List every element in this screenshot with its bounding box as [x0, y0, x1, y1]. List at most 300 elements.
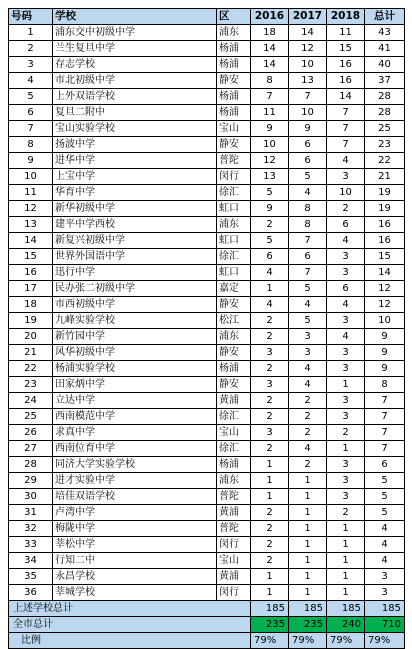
school-name: 世界外国语中学 [53, 249, 217, 265]
row-total: 28 [365, 105, 405, 121]
row-number: 27 [9, 441, 53, 457]
count-2017: 3 [289, 345, 327, 361]
row-total: 4 [365, 537, 405, 553]
count-2016: 9 [251, 121, 289, 137]
count-2017: 6 [289, 153, 327, 169]
count-2016: 1 [251, 489, 289, 505]
count-2017: 4 [289, 361, 327, 377]
ratio-row [9, 633, 405, 649]
row-total: 25 [365, 121, 405, 137]
school-name: 西南模范中学 [53, 409, 217, 425]
table-row [9, 313, 405, 329]
district: 杨浦 [217, 105, 251, 121]
table-row [9, 281, 405, 297]
count-2018: 7 [327, 121, 365, 137]
row-number: 32 [9, 521, 53, 537]
row-number: 35 [9, 569, 53, 585]
table-row [9, 233, 405, 249]
count-2017: 2 [289, 457, 327, 473]
count-2018: 3 [327, 345, 365, 361]
table-row [9, 585, 405, 601]
district: 普陀 [217, 489, 251, 505]
school-name: 风华初级中学 [53, 345, 217, 361]
table-row [9, 297, 405, 313]
count-2017: 6 [289, 249, 327, 265]
count-2017: 5 [289, 169, 327, 185]
count-2018: 1 [327, 585, 365, 601]
district: 闵行 [217, 537, 251, 553]
table-row [9, 121, 405, 137]
table-row [9, 345, 405, 361]
count-2017: 1 [289, 585, 327, 601]
row-total: 22 [365, 153, 405, 169]
count-2018: 6 [327, 217, 365, 233]
count-2016: 2 [251, 521, 289, 537]
school-name: 迅行中学 [53, 265, 217, 281]
count-2017: 4 [289, 297, 327, 313]
school-name: 田家炳中学 [53, 377, 217, 393]
school-name: 永昌学校 [53, 569, 217, 585]
table-row [9, 73, 405, 89]
count-2018: 1 [327, 377, 365, 393]
row-number: 13 [9, 217, 53, 233]
city-total-label: 全市总计 [9, 617, 251, 633]
school-name: 市北初级中学 [53, 73, 217, 89]
row-number: 30 [9, 489, 53, 505]
row-number: 8 [9, 137, 53, 153]
row-total: 7 [365, 409, 405, 425]
table-row [9, 361, 405, 377]
city-total-total: 710 [365, 617, 405, 633]
ratio-2017: 79% [289, 633, 327, 649]
table-row [9, 57, 405, 73]
count-2018: 1 [327, 441, 365, 457]
count-2016: 18 [251, 25, 289, 41]
table-row [9, 137, 405, 153]
count-2017: 8 [289, 217, 327, 233]
count-2018: 4 [327, 153, 365, 169]
district: 浦东 [217, 473, 251, 489]
count-2016: 3 [251, 425, 289, 441]
district: 虹口 [217, 233, 251, 249]
count-2016: 11 [251, 105, 289, 121]
row-total: 10 [365, 313, 405, 329]
count-2017: 5 [289, 281, 327, 297]
count-2018: 1 [327, 553, 365, 569]
subtotal-label: 上述学校总计 [9, 601, 251, 617]
row-number: 20 [9, 329, 53, 345]
row-number: 4 [9, 73, 53, 89]
count-2017: 1 [289, 537, 327, 553]
count-2016: 2 [251, 409, 289, 425]
district: 黄浦 [217, 393, 251, 409]
count-2018: 1 [327, 537, 365, 553]
table-row [9, 201, 405, 217]
row-number: 9 [9, 153, 53, 169]
row-total: 5 [365, 489, 405, 505]
district: 杨浦 [217, 457, 251, 473]
count-2018: 7 [327, 105, 365, 121]
city-total-2017: 235 [289, 617, 327, 633]
district: 徐汇 [217, 409, 251, 425]
count-2018: 11 [327, 25, 365, 41]
count-2016: 4 [251, 297, 289, 313]
count-2017: 1 [289, 569, 327, 585]
count-2017: 2 [289, 393, 327, 409]
row-number: 17 [9, 281, 53, 297]
school-name: 卢湾中学 [53, 505, 217, 521]
count-2016: 2 [251, 313, 289, 329]
row-total: 9 [365, 345, 405, 361]
subtotal-2016: 185 [251, 601, 289, 617]
count-2016: 5 [251, 185, 289, 201]
table-row [9, 153, 405, 169]
row-total: 37 [365, 73, 405, 89]
count-2018: 4 [327, 329, 365, 345]
subtotal-total: 185 [365, 601, 405, 617]
header-number: 号码 [9, 9, 53, 25]
count-2017: 1 [289, 473, 327, 489]
school-name: 立达中学 [53, 393, 217, 409]
district: 杨浦 [217, 361, 251, 377]
subtotal-row [9, 601, 405, 617]
school-name: 浦东交中初级中学 [53, 25, 217, 41]
count-2017: 9 [289, 121, 327, 137]
row-number: 33 [9, 537, 53, 553]
count-2016: 2 [251, 329, 289, 345]
count-2017: 1 [289, 521, 327, 537]
table-row [9, 89, 405, 105]
row-number: 15 [9, 249, 53, 265]
count-2017: 14 [289, 25, 327, 41]
table-row [9, 265, 405, 281]
count-2016: 1 [251, 473, 289, 489]
row-number: 18 [9, 297, 53, 313]
count-2017: 1 [289, 505, 327, 521]
header-2018: 2018 [327, 9, 365, 25]
district: 虹口 [217, 265, 251, 281]
count-2016: 7 [251, 89, 289, 105]
school-name: 上宝中学 [53, 169, 217, 185]
row-total: 6 [365, 457, 405, 473]
table-row [9, 393, 405, 409]
table-row [9, 537, 405, 553]
count-2018: 3 [327, 313, 365, 329]
row-total: 5 [365, 473, 405, 489]
row-number: 2 [9, 41, 53, 57]
school-name: 莘松中学 [53, 537, 217, 553]
school-name: 复旦二附中 [53, 105, 217, 121]
district: 宝山 [217, 425, 251, 441]
count-2017: 8 [289, 201, 327, 217]
school-name: 新竹园中学 [53, 329, 217, 345]
subtotal-2017: 185 [289, 601, 327, 617]
count-2016: 1 [251, 569, 289, 585]
count-2017: 2 [289, 409, 327, 425]
row-total: 4 [365, 521, 405, 537]
row-total: 7 [365, 425, 405, 441]
count-2017: 12 [289, 41, 327, 57]
district: 静安 [217, 377, 251, 393]
school-name: 宝山实验学校 [53, 121, 217, 137]
row-number: 31 [9, 505, 53, 521]
table-row [9, 377, 405, 393]
district: 黄浦 [217, 505, 251, 521]
district: 闵行 [217, 585, 251, 601]
district: 浦东 [217, 329, 251, 345]
count-2017: 6 [289, 137, 327, 153]
row-total: 9 [365, 361, 405, 377]
row-number: 22 [9, 361, 53, 377]
count-2016: 8 [251, 73, 289, 89]
count-2018: 2 [327, 201, 365, 217]
table-row [9, 425, 405, 441]
ratio-2016: 79% [251, 633, 289, 649]
count-2017: 7 [289, 89, 327, 105]
row-total: 23 [365, 137, 405, 153]
row-total: 16 [365, 233, 405, 249]
count-2017: 2 [289, 425, 327, 441]
table-row [9, 105, 405, 121]
count-2018: 3 [327, 393, 365, 409]
row-number: 24 [9, 393, 53, 409]
header-district: 区 [217, 9, 251, 25]
district: 静安 [217, 73, 251, 89]
count-2018: 16 [327, 57, 365, 73]
table-row [9, 553, 405, 569]
row-total: 19 [365, 185, 405, 201]
school-name: 西南位育中学 [53, 441, 217, 457]
city-total-2018: 240 [327, 617, 365, 633]
count-2018: 3 [327, 409, 365, 425]
row-total: 7 [365, 441, 405, 457]
district: 浦东 [217, 25, 251, 41]
table-row [9, 521, 405, 537]
count-2017: 3 [289, 329, 327, 345]
school-name: 存志学校 [53, 57, 217, 73]
count-2016: 3 [251, 377, 289, 393]
row-total: 3 [365, 569, 405, 585]
row-number: 3 [9, 57, 53, 73]
count-2016: 2 [251, 537, 289, 553]
count-2016: 13 [251, 169, 289, 185]
row-number: 1 [9, 25, 53, 41]
count-2016: 1 [251, 457, 289, 473]
count-2017: 4 [289, 377, 327, 393]
table-row [9, 457, 405, 473]
table-row [9, 329, 405, 345]
count-2018: 2 [327, 505, 365, 521]
row-number: 5 [9, 89, 53, 105]
count-2016: 2 [251, 441, 289, 457]
school-name: 建平中学西校 [53, 217, 217, 233]
header-2016: 2016 [251, 9, 289, 25]
row-total: 16 [365, 217, 405, 233]
table-row [9, 217, 405, 233]
count-2016: 2 [251, 505, 289, 521]
count-2018: 15 [327, 41, 365, 57]
school-ranking-table-container [8, 8, 405, 649]
row-total: 7 [365, 393, 405, 409]
school-name: 新华初级中学 [53, 201, 217, 217]
school-name: 上外双语学校 [53, 89, 217, 105]
school-name: 兰生复旦中学 [53, 41, 217, 57]
table-row [9, 249, 405, 265]
row-number: 23 [9, 377, 53, 393]
header-total: 总计 [365, 9, 405, 25]
district: 徐汇 [217, 249, 251, 265]
table-row [9, 489, 405, 505]
school-name: 扬波中学 [53, 137, 217, 153]
count-2018: 4 [327, 297, 365, 313]
district: 松江 [217, 313, 251, 329]
row-total: 8 [365, 377, 405, 393]
school-name: 进才实验中学 [53, 473, 217, 489]
header-school: 学校 [53, 9, 217, 25]
school-name: 华育中学 [53, 185, 217, 201]
district: 黄浦 [217, 569, 251, 585]
ratio-label: 比例 [9, 633, 251, 649]
district: 杨浦 [217, 41, 251, 57]
count-2017: 5 [289, 313, 327, 329]
row-total: 19 [365, 201, 405, 217]
row-total: 41 [365, 41, 405, 57]
count-2016: 3 [251, 345, 289, 361]
table-row [9, 409, 405, 425]
count-2017: 4 [289, 441, 327, 457]
row-total: 4 [365, 553, 405, 569]
count-2016: 2 [251, 553, 289, 569]
count-2017: 13 [289, 73, 327, 89]
row-number: 7 [9, 121, 53, 137]
count-2016: 14 [251, 41, 289, 57]
count-2016: 2 [251, 393, 289, 409]
city-total-row [9, 617, 405, 633]
district: 徐汇 [217, 441, 251, 457]
count-2018: 3 [327, 361, 365, 377]
school-name: 同济大学实验学校 [53, 457, 217, 473]
row-total: 40 [365, 57, 405, 73]
city-total-2016: 235 [251, 617, 289, 633]
school-name: 杨浦实验学校 [53, 361, 217, 377]
row-total: 28 [365, 89, 405, 105]
count-2016: 9 [251, 201, 289, 217]
table-row [9, 41, 405, 57]
row-number: 16 [9, 265, 53, 281]
count-2017: 1 [289, 553, 327, 569]
count-2016: 5 [251, 233, 289, 249]
ratio-2018: 79% [327, 633, 365, 649]
row-number: 34 [9, 553, 53, 569]
district: 普陀 [217, 521, 251, 537]
count-2017: 10 [289, 57, 327, 73]
count-2016: 2 [251, 361, 289, 377]
count-2018: 7 [327, 137, 365, 153]
district: 虹口 [217, 201, 251, 217]
table-row [9, 473, 405, 489]
count-2018: 2 [327, 425, 365, 441]
row-number: 21 [9, 345, 53, 361]
district: 静安 [217, 297, 251, 313]
table-row [9, 25, 405, 41]
row-number: 11 [9, 185, 53, 201]
count-2016: 6 [251, 249, 289, 265]
count-2018: 3 [327, 169, 365, 185]
district: 浦东 [217, 217, 251, 233]
subtotal-2018: 185 [327, 601, 365, 617]
count-2018: 4 [327, 233, 365, 249]
district: 普陀 [217, 153, 251, 169]
ratio-total: 79% [365, 633, 405, 649]
row-total: 15 [365, 249, 405, 265]
school-name: 市西初级中学 [53, 297, 217, 313]
row-total: 12 [365, 297, 405, 313]
row-total: 14 [365, 265, 405, 281]
count-2016: 4 [251, 265, 289, 281]
row-number: 28 [9, 457, 53, 473]
district: 静安 [217, 137, 251, 153]
district: 宝山 [217, 121, 251, 137]
school-name: 莘城学校 [53, 585, 217, 601]
table-row [9, 169, 405, 185]
school-ranking-table [8, 8, 405, 649]
row-number: 26 [9, 425, 53, 441]
row-number: 14 [9, 233, 53, 249]
school-name: 进华中学 [53, 153, 217, 169]
table-row [9, 441, 405, 457]
count-2018: 1 [327, 569, 365, 585]
row-number: 6 [9, 105, 53, 121]
school-name: 九峰实验学校 [53, 313, 217, 329]
row-number: 19 [9, 313, 53, 329]
header-row [9, 9, 405, 25]
district: 徐汇 [217, 185, 251, 201]
row-number: 36 [9, 585, 53, 601]
row-total: 9 [365, 329, 405, 345]
count-2018: 3 [327, 265, 365, 281]
count-2016: 1 [251, 585, 289, 601]
table-row [9, 185, 405, 201]
count-2017: 7 [289, 265, 327, 281]
district: 闵行 [217, 169, 251, 185]
row-total: 3 [365, 585, 405, 601]
row-number: 12 [9, 201, 53, 217]
table-row [9, 505, 405, 521]
district: 嘉定 [217, 281, 251, 297]
row-total: 43 [365, 25, 405, 41]
school-name: 新复兴初级中学 [53, 233, 217, 249]
count-2018: 16 [327, 73, 365, 89]
district: 杨浦 [217, 89, 251, 105]
school-name: 梅陇中学 [53, 521, 217, 537]
count-2018: 6 [327, 281, 365, 297]
row-total: 21 [365, 169, 405, 185]
count-2017: 10 [289, 105, 327, 121]
count-2018: 3 [327, 457, 365, 473]
count-2016: 10 [251, 137, 289, 153]
count-2016: 2 [251, 217, 289, 233]
count-2018: 14 [327, 89, 365, 105]
district: 静安 [217, 345, 251, 361]
district: 宝山 [217, 553, 251, 569]
header-2017: 2017 [289, 9, 327, 25]
count-2016: 12 [251, 153, 289, 169]
school-name: 行知二中 [53, 553, 217, 569]
count-2018: 10 [327, 185, 365, 201]
school-name: 民办张二初级中学 [53, 281, 217, 297]
count-2018: 1 [327, 521, 365, 537]
count-2017: 4 [289, 185, 327, 201]
